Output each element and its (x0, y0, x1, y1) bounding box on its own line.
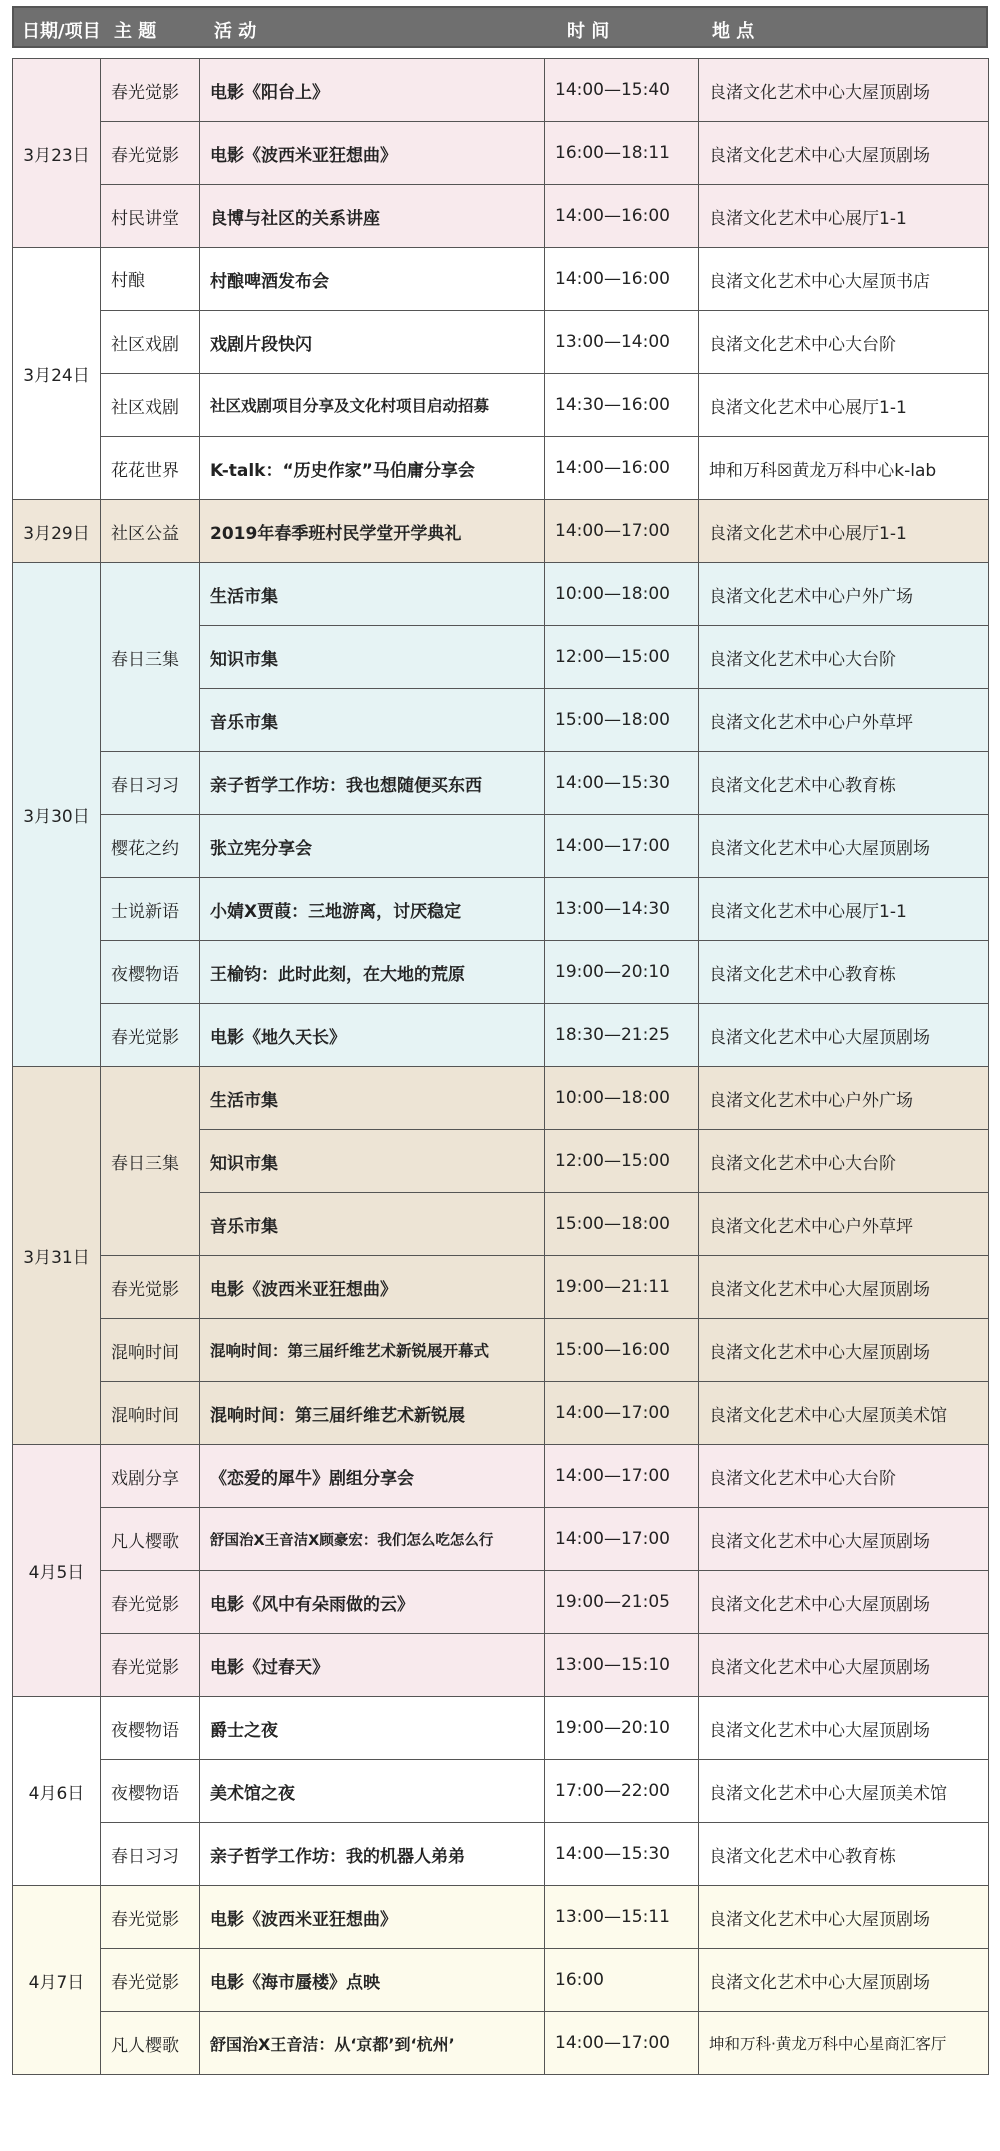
place-cell: 良渚文化艺术中心大屋顶剧场 (699, 1571, 989, 1634)
date-cell: 3月23日 (13, 59, 101, 248)
place-cell: 良渚文化艺术中心展厅1-1 (699, 878, 989, 941)
time-cell: 14:00—17:00 (545, 500, 699, 563)
place-cell: 良渚文化艺术中心大屋顶书店 (699, 248, 989, 311)
theme-cell: 春光觉影 (101, 1634, 200, 1697)
table-row (13, 1004, 989, 1067)
table-row (13, 374, 989, 437)
theme-cell: 夜樱物语 (101, 1697, 200, 1760)
place-cell: 良渚文化艺术中心大屋顶剧场 (699, 1634, 989, 1697)
place-cell: 良渚文化艺术中心大屋顶美术馆 (699, 1760, 989, 1823)
place-cell: 良渚文化艺术中心户外草坪 (699, 1193, 989, 1256)
activity-cell: 电影《阳台上》 (200, 59, 545, 122)
place-cell: 良渚文化艺术中心大台阶 (699, 626, 989, 689)
activity-cell: 2019年春季班村民学堂开学典礼 (200, 500, 545, 563)
activity-cell: 电影《波西米亚狂想曲》 (200, 1256, 545, 1319)
time-cell: 14:00—15:30 (545, 1823, 699, 1886)
header-date-project: 日期/项目 (22, 21, 101, 42)
table-row (13, 185, 989, 248)
activity-cell: 村酿啤酒发布会 (200, 248, 545, 311)
table-row (13, 437, 989, 500)
place-cell: 良渚文化艺术中心教育栋 (699, 1823, 989, 1886)
activity-cell: 知识市集 (200, 626, 545, 689)
place-cell: 良渚文化艺术中心户外广场 (699, 1067, 989, 1130)
time-cell: 14:00—16:00 (545, 437, 699, 500)
activity-cell: 社区戏剧项目分享及文化村项目启动招募 (200, 374, 545, 437)
time-cell: 14:00—16:00 (545, 185, 699, 248)
activity-cell: 戏剧片段快闪 (200, 311, 545, 374)
date-cell: 3月24日 (13, 248, 101, 500)
place-cell: 良渚文化艺术中心大屋顶剧场 (699, 1886, 989, 1949)
activity-cell: 美术馆之夜 (200, 1760, 545, 1823)
theme-cell: 春日习习 (101, 1823, 200, 1886)
activity-cell: 生活市集 (200, 563, 545, 626)
activity-cell: 张立宪分享会 (200, 815, 545, 878)
theme-cell: 春光觉影 (101, 1571, 200, 1634)
table-row (13, 1823, 989, 1886)
time-cell: 13:00—14:30 (545, 878, 699, 941)
table-row (13, 1760, 989, 1823)
table-row (13, 1319, 989, 1382)
date-cell: 3月31日 (13, 1067, 101, 1445)
place-cell: 良渚文化艺术中心大屋顶剧场 (699, 1319, 989, 1382)
activity-cell: 王榆钧：此时此刻，在大地的荒原 (200, 941, 545, 1004)
activity-cell: 良博与社区的关系讲座 (200, 185, 545, 248)
theme-cell: 凡人樱歌 (101, 2012, 200, 2075)
theme-cell: 樱花之约 (101, 815, 200, 878)
activity-cell: 电影《风中有朵雨做的云》 (200, 1571, 545, 1634)
date-cell: 4月7日 (13, 1886, 101, 2075)
activity-cell: 电影《海市蜃楼》点映 (200, 1949, 545, 2012)
time-cell: 19:00—20:10 (545, 941, 699, 1004)
schedule-container (12, 6, 988, 2075)
theme-cell: 夜樱物语 (101, 941, 200, 1004)
place-cell: 良渚文化艺术中心户外广场 (699, 563, 989, 626)
place-cell: 良渚文化艺术中心大屋顶剧场 (699, 59, 989, 122)
activity-cell: 音乐市集 (200, 1193, 545, 1256)
table-row (13, 1634, 989, 1697)
theme-cell: 春日习习 (101, 752, 200, 815)
header-activity: 活 动 (214, 21, 257, 42)
time-cell: 15:00—18:00 (545, 1193, 699, 1256)
time-cell: 19:00—21:11 (545, 1256, 699, 1319)
theme-cell: 春光觉影 (101, 1886, 200, 1949)
theme-cell: 夜樱物语 (101, 1760, 200, 1823)
time-cell: 14:00—17:00 (545, 815, 699, 878)
time-cell: 16:00 (545, 1949, 699, 2012)
activity-cell: 亲子哲学工作坊：我的机器人弟弟 (200, 1823, 545, 1886)
table-row (13, 752, 989, 815)
time-cell: 15:00—18:00 (545, 689, 699, 752)
place-cell: 良渚文化艺术中心大屋顶剧场 (699, 815, 989, 878)
place-cell: 良渚文化艺术中心大屋顶剧场 (699, 1949, 989, 2012)
time-cell: 14:00—17:00 (545, 1508, 699, 1571)
theme-cell: 社区戏剧 (101, 374, 200, 437)
activity-cell: 生活市集 (200, 1067, 545, 1130)
time-cell: 17:00—22:00 (545, 1760, 699, 1823)
time-cell: 14:00—16:00 (545, 248, 699, 311)
theme-cell: 混响时间 (101, 1382, 200, 1445)
theme-cell: 春光觉影 (101, 122, 200, 185)
time-cell: 14:00—17:00 (545, 1382, 699, 1445)
activity-cell: 爵士之夜 (200, 1697, 545, 1760)
theme-cell: 春日三集 (101, 1067, 200, 1256)
header-theme: 主 题 (114, 21, 157, 42)
theme-cell: 春光觉影 (101, 1949, 200, 2012)
theme-cell: 春光觉影 (101, 1256, 200, 1319)
theme-cell: 花花世界 (101, 437, 200, 500)
time-cell: 14:00—17:00 (545, 2012, 699, 2075)
place-cell: 良渚文化艺术中心大屋顶剧场 (699, 1004, 989, 1067)
date-cell: 4月6日 (13, 1697, 101, 1886)
activity-cell: 混响时间：第三届纤维艺术新锐展开幕式 (200, 1319, 545, 1382)
place-cell: 良渚文化艺术中心户外草坪 (699, 689, 989, 752)
theme-cell: 社区公益 (101, 500, 200, 563)
activity-cell: 电影《过春天》 (200, 1634, 545, 1697)
schedule-table (12, 58, 989, 2075)
time-cell: 12:00—15:00 (545, 626, 699, 689)
date-cell: 3月29日 (13, 500, 101, 563)
place-cell: 良渚文化艺术中心大台阶 (699, 1130, 989, 1193)
theme-cell: 士说新语 (101, 878, 200, 941)
time-cell: 13:00—15:10 (545, 1634, 699, 1697)
time-cell: 14:30—16:00 (545, 374, 699, 437)
activity-cell: 电影《地久天长》 (200, 1004, 545, 1067)
time-cell: 13:00—15:11 (545, 1886, 699, 1949)
table-header (12, 6, 988, 48)
place-cell: 良渚文化艺术中心大屋顶剧场 (699, 1697, 989, 1760)
date-cell: 4月5日 (13, 1445, 101, 1697)
table-row (13, 1067, 989, 1130)
place-cell: 良渚文化艺术中心大台阶 (699, 311, 989, 374)
place-cell: 良渚文化艺术中心大屋顶剧场 (699, 1256, 989, 1319)
header-place: 地 点 (712, 21, 755, 42)
table-row (13, 248, 989, 311)
table-row (13, 1697, 989, 1760)
place-cell: 良渚文化艺术中心大屋顶剧场 (699, 1508, 989, 1571)
place-cell: 良渚文化艺术中心展厅1-1 (699, 374, 989, 437)
time-cell: 14:00—15:40 (545, 59, 699, 122)
time-cell: 18:30—21:25 (545, 1004, 699, 1067)
time-cell: 10:00—18:00 (545, 1067, 699, 1130)
place-cell: 良渚文化艺术中心展厅1-1 (699, 185, 989, 248)
theme-cell: 村酿 (101, 248, 200, 311)
theme-cell: 混响时间 (101, 1319, 200, 1382)
activity-cell: 亲子哲学工作坊：我也想随便买东西 (200, 752, 545, 815)
table-row (13, 1508, 989, 1571)
theme-cell: 村民讲堂 (101, 185, 200, 248)
place-cell: 良渚文化艺术中心大台阶 (699, 1445, 989, 1508)
time-cell: 14:00—15:30 (545, 752, 699, 815)
activity-cell: 电影《波西米亚狂想曲》 (200, 1886, 545, 1949)
activity-cell: 小婧X贾葭：三地游离，讨厌稳定 (200, 878, 545, 941)
activity-cell: 混响时间：第三届纤维艺术新锐展 (200, 1382, 545, 1445)
theme-cell: 社区戏剧 (101, 311, 200, 374)
time-cell: 10:00—18:00 (545, 563, 699, 626)
table-row (13, 122, 989, 185)
date-cell: 3月30日 (13, 563, 101, 1067)
table-row (13, 2012, 989, 2075)
table-row (13, 1445, 989, 1508)
theme-cell: 春日三集 (101, 563, 200, 752)
activity-cell: 知识市集 (200, 1130, 545, 1193)
table-row (13, 1886, 989, 1949)
table-row (13, 1571, 989, 1634)
theme-cell: 春光觉影 (101, 1004, 200, 1067)
place-cell: 良渚文化艺术中心展厅1-1 (699, 500, 989, 563)
time-cell: 12:00—15:00 (545, 1130, 699, 1193)
time-cell: 19:00—20:10 (545, 1697, 699, 1760)
place-cell: 良渚文化艺术中心大屋顶美术馆 (699, 1382, 989, 1445)
time-cell: 19:00—21:05 (545, 1571, 699, 1634)
table-row (13, 311, 989, 374)
activity-cell: 《恋爱的犀牛》剧组分享会 (200, 1445, 545, 1508)
theme-cell: 凡人樱歌 (101, 1508, 200, 1571)
activity-cell: 舒国治X王音洁X顾豪宏：我们怎么吃怎么行 (200, 1508, 545, 1571)
table-row (13, 1256, 989, 1319)
table-row (13, 878, 989, 941)
table-row (13, 941, 989, 1004)
place-cell: 坤和万科☒黄龙万科中心k-lab (699, 437, 989, 500)
header-time: 时 间 (567, 21, 610, 42)
time-cell: 16:00—18:11 (545, 122, 699, 185)
table-row (13, 500, 989, 563)
activity-cell: K-talk：“历史作家”马伯庸分享会 (200, 437, 545, 500)
place-cell: 坤和万科·黄龙万科中心星商汇客厅 (699, 2012, 989, 2075)
table-row (13, 815, 989, 878)
table-row (13, 1382, 989, 1445)
table-row (13, 563, 989, 626)
place-cell: 良渚文化艺术中心教育栋 (699, 941, 989, 1004)
activity-cell: 舒国治X王音洁：从‘京都’到‘杭州’ (200, 2012, 545, 2075)
place-cell: 良渚文化艺术中心大屋顶剧场 (699, 122, 989, 185)
theme-cell: 戏剧分享 (101, 1445, 200, 1508)
theme-cell: 春光觉影 (101, 59, 200, 122)
time-cell: 15:00—16:00 (545, 1319, 699, 1382)
time-cell: 13:00—14:00 (545, 311, 699, 374)
table-row (13, 59, 989, 122)
activity-cell: 音乐市集 (200, 689, 545, 752)
table-row (13, 1949, 989, 2012)
place-cell: 良渚文化艺术中心教育栋 (699, 752, 989, 815)
time-cell: 14:00—17:00 (545, 1445, 699, 1508)
activity-cell: 电影《波西米亚狂想曲》 (200, 122, 545, 185)
